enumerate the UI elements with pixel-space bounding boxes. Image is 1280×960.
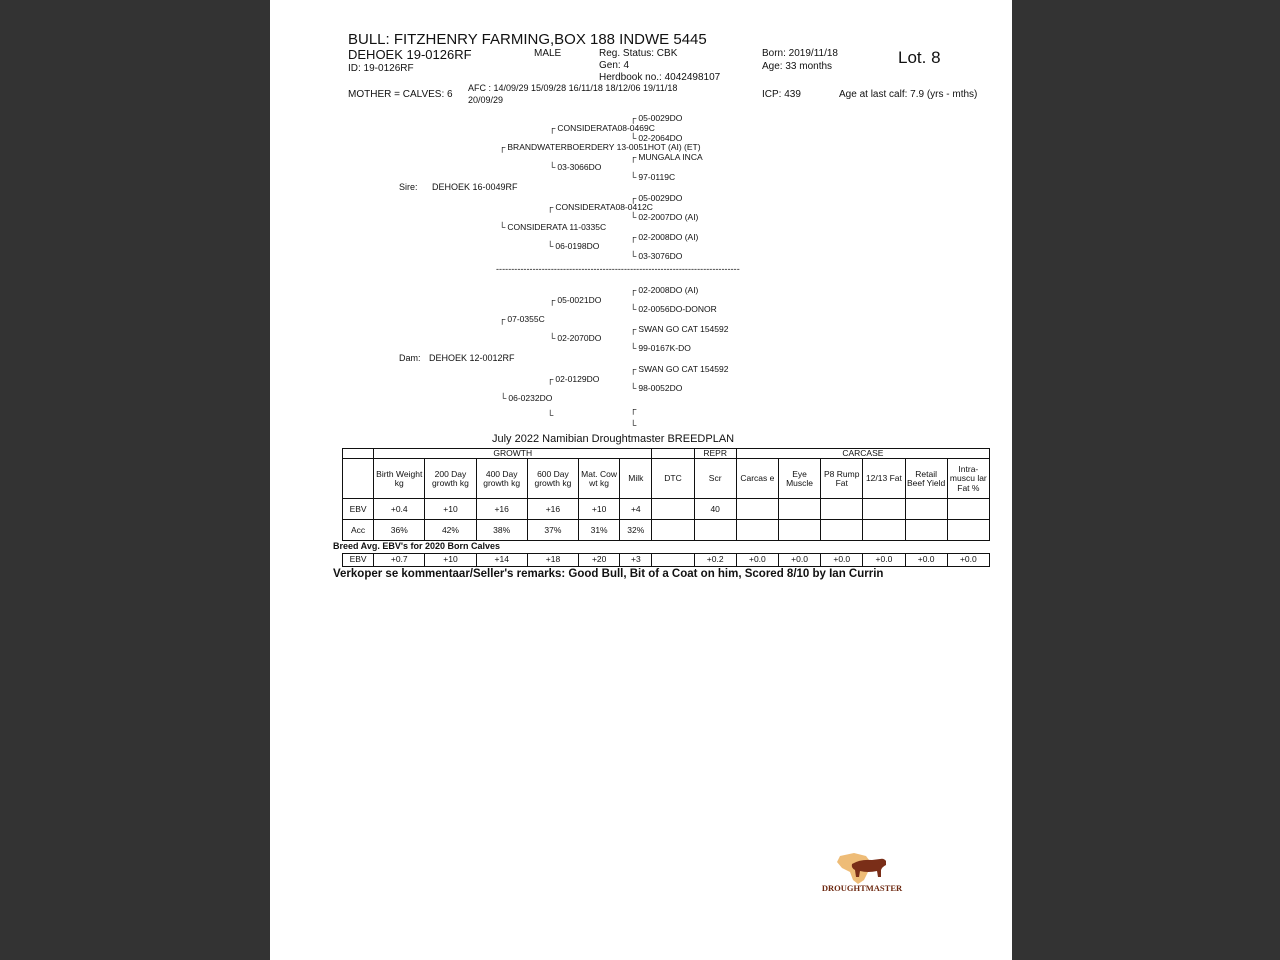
acc-cell: [863, 520, 905, 541]
acc-cell: [821, 520, 863, 541]
group-header-carcase: CARCASE: [736, 449, 989, 459]
document-page: [270, 0, 1012, 960]
row-label: Acc: [343, 520, 374, 541]
pedigree-separator: --------------------------------------------------------------------------------: [496, 264, 740, 274]
pedigree-entry: ┌ 02-0129DO: [547, 374, 600, 384]
avg-cell: +0.0: [736, 554, 778, 567]
lot-number: Lot. 8: [898, 48, 941, 67]
animal-name: DEHOEK 19-0126RF: [348, 47, 472, 62]
pedigree-entry: └ 02-2064DO: [630, 133, 683, 143]
table-row: [343, 554, 990, 567]
pedigree-entry: └ 06-0198DO: [547, 241, 600, 251]
page-title: BULL: FITZHENRY FARMING,BOX 188 INDWE 5445: [348, 31, 707, 48]
ebv-cell: [652, 499, 694, 520]
column-header: 200 Day growth kg: [425, 459, 476, 499]
avg-cell: +10: [425, 554, 476, 567]
avg-cell: +20: [579, 554, 620, 567]
column-header: Intra-muscu lar Fat %: [947, 459, 989, 499]
row-label: EBV: [343, 554, 374, 567]
acc-cell: [778, 520, 820, 541]
ebv-cell: [736, 499, 778, 520]
born-date: Born: 2019/11/18: [762, 48, 838, 59]
mother-calves: MOTHER = CALVES: 6: [348, 89, 453, 100]
ebv-cell: [778, 499, 820, 520]
ebv-cell: [863, 499, 905, 520]
ebv-cell: +10: [579, 499, 620, 520]
avg-cell: +18: [527, 554, 578, 567]
column-header: 12/13 Fat: [863, 459, 905, 499]
breedplan-title: July 2022 Namibian Droughtmaster BREEDPLAN: [492, 433, 735, 445]
herdbook-number: Herdbook no.: 4042498107: [599, 72, 721, 83]
pedigree-entry: └ 02-0056DO-DONOR: [630, 304, 717, 314]
pedigree-entry: ┌ 05-0021DO: [549, 295, 602, 305]
acc-cell: [736, 520, 778, 541]
pedigree-entry: └ CONSIDERATA 11-0335C: [499, 222, 607, 232]
avg-cell: +0.7: [374, 554, 425, 567]
breed-average-table: [342, 553, 990, 567]
seller-remarks: Verkoper se kommentaar/Seller's remarks: Good Bull, Bit of a Coat on him, Scored 8/10 by Ian Currin: [333, 568, 884, 580]
column-header: Eye Muscle: [778, 459, 820, 499]
acc-cell: [652, 520, 694, 541]
ebv-cell: [821, 499, 863, 520]
ebv-cell: +10: [425, 499, 476, 520]
ebv-cell: [905, 499, 947, 520]
pedigree-entry: ┌ CONSIDERATA08-0469C: [549, 123, 655, 133]
reg-status: Reg. Status: CBK: [599, 48, 678, 59]
avg-cell: +0.0: [821, 554, 863, 567]
acc-cell: 42%: [425, 520, 476, 541]
group-header-growth-dtc: [652, 449, 694, 459]
group-header-growth: GROWTH: [374, 449, 652, 459]
pedigree-entry: └ 02-2007DO (AI): [630, 212, 699, 222]
animal-age: Age: 33 months: [762, 61, 833, 72]
acc-cell: 36%: [374, 520, 425, 541]
pedigree-entry: ┌ CONSIDERATA08-0412C: [547, 202, 653, 212]
pedigree-entry: └ 03-3066DO: [549, 162, 602, 172]
pedigree-entry: └: [630, 420, 637, 430]
table-row: [343, 520, 990, 541]
animal-id: ID: 19-0126RF: [348, 63, 414, 74]
pedigree-entry: ┌ MUNGALA INCA: [630, 152, 703, 162]
column-header: 600 Day growth kg: [527, 459, 578, 499]
dam-name: DEHOEK 12-0012RF: [429, 353, 515, 363]
column-header: Scr: [694, 459, 736, 499]
ebv-cell: [947, 499, 989, 520]
acc-cell: [905, 520, 947, 541]
avg-cell: +14: [476, 554, 527, 567]
avg-cell: +0.0: [778, 554, 820, 567]
generation: Gen: 4: [599, 60, 630, 71]
pedigree-entry: └ 97-0119C: [630, 172, 676, 182]
pedigree-entry: └ 99-0167K-DO: [630, 343, 691, 353]
acc-cell: [694, 520, 736, 541]
dam-label: Dam:: [399, 353, 421, 363]
ebv-cell: +4: [620, 499, 652, 520]
row-label-header: [343, 459, 374, 499]
column-header: Carcas e: [736, 459, 778, 499]
pedigree-entry: ┌ 05-0029DO: [630, 113, 683, 123]
ebv-cell: +16: [527, 499, 578, 520]
animal-sex: MALE: [534, 48, 562, 59]
sire-label: Sire:: [399, 182, 418, 192]
sire-name: DEHOEK 16-0049RF: [432, 182, 518, 192]
avg-cell: +3: [620, 554, 652, 567]
column-header: Birth Weight kg: [374, 459, 425, 499]
ebv-cell: +16: [476, 499, 527, 520]
logo-graphic: [820, 850, 904, 895]
avg-cell: +0.0: [863, 554, 905, 567]
pedigree-entry: └ 06-0232DO: [500, 393, 553, 403]
avg-cell: +0.0: [947, 554, 989, 567]
afc-dates-continued: 20/09/29: [468, 95, 504, 105]
column-header: Milk: [620, 459, 652, 499]
pedigree-entry: ┌ 05-0029DO: [630, 193, 683, 203]
pedigree-entry: └ 03-3076DO: [630, 251, 683, 261]
pedigree-entry: ┌ BRANDWATERBOERDERY 13-0051HOT (AI) (ET): [499, 142, 701, 152]
pedigree-entry: ┌ 02-2008DO (AI): [630, 232, 699, 242]
ebv-cell: +0.4: [374, 499, 425, 520]
afc-dates: AFC : 14/09/29 15/09/28 16/11/18 18/12/06 19/11/18: [468, 83, 678, 93]
row-label: EBV: [343, 499, 374, 520]
droughtmaster-logo: [820, 850, 904, 895]
table-corner-cell: [343, 449, 374, 459]
table-row: [343, 499, 990, 520]
acc-cell: 32%: [620, 520, 652, 541]
acc-cell: 31%: [579, 520, 620, 541]
pedigree-entry: └: [547, 410, 554, 420]
pedigree-entry: ┌ 02-2008DO (AI): [630, 285, 699, 295]
column-header: Mat. Cow wt kg: [579, 459, 620, 499]
pedigree-entry: └ 02-2070DO: [549, 333, 602, 343]
avg-cell: [652, 554, 694, 567]
age-at-last-calf: Age at last calf: 7.9 (yrs - mths): [839, 89, 978, 100]
pedigree-entry: ┌: [630, 404, 637, 414]
pedigree-entry: ┌ 07-0355C: [499, 314, 545, 324]
column-header: Retail Beef Yield: [905, 459, 947, 499]
breed-average-title: Breed Avg. EBV's for 2020 Born Calves: [333, 541, 501, 551]
acc-cell: 38%: [476, 520, 527, 541]
column-header: DTC: [652, 459, 694, 499]
pedigree-entry: └ 98-0052DO: [630, 383, 683, 393]
ebv-cell: 40: [694, 499, 736, 520]
group-header-repr: REPR: [694, 449, 736, 459]
avg-cell: +0.0: [905, 554, 947, 567]
acc-cell: 37%: [527, 520, 578, 541]
pedigree-entry: ┌ SWAN GO CAT 154592: [630, 364, 729, 374]
pedigree-entry: ┌ SWAN GO CAT 154592: [630, 324, 729, 334]
column-header: P8 Rump Fat: [821, 459, 863, 499]
ebv-table: [342, 448, 990, 541]
avg-cell: +0.2: [694, 554, 736, 567]
column-header: 400 Day growth kg: [476, 459, 527, 499]
logo-text: DROUGHTMASTER: [821, 883, 903, 893]
acc-cell: [947, 520, 989, 541]
icp-value: ICP: 439: [762, 89, 801, 100]
